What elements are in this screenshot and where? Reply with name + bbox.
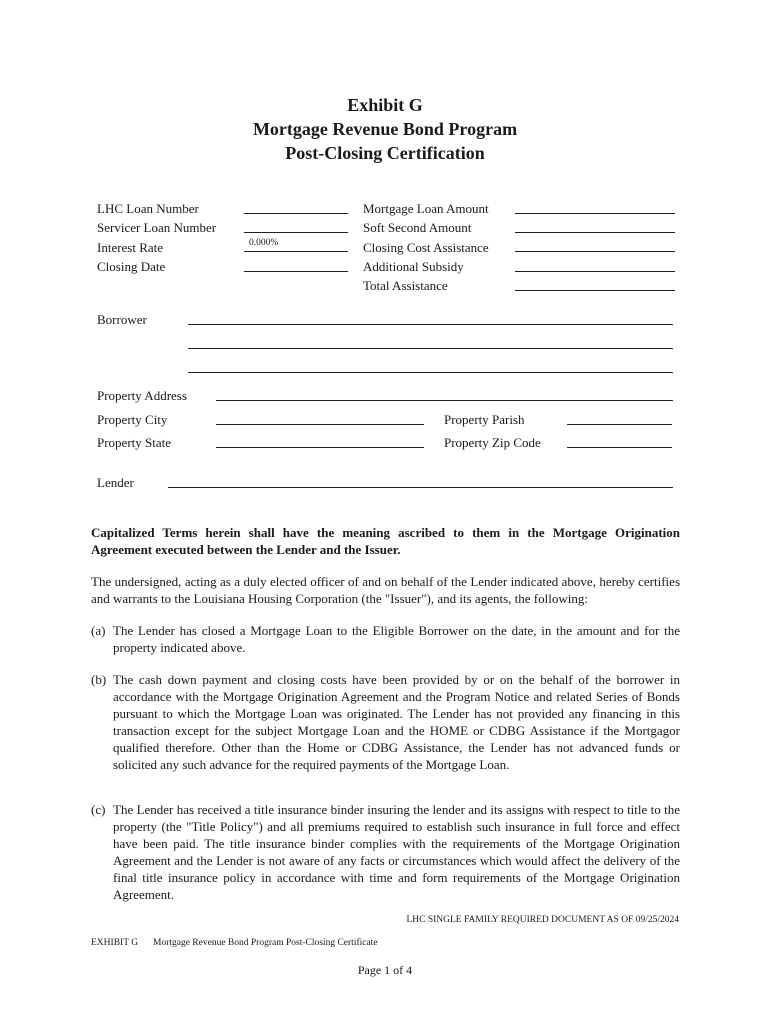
list-item-b: [91, 671, 680, 773]
property-parish-field[interactable]: [567, 424, 672, 425]
list-item-label: (b): [91, 672, 107, 687]
soft-second-amount-label: Soft Second Amount: [363, 220, 472, 235]
required-document-notice: LHC SINGLE FAMILY REQUIRED DOCUMENT AS OF 09/25/2024: [406, 915, 679, 925]
capitalized-terms-paragraph: Capitalized Terms herein shall have the meaning ascribed to them in the Mortgage Origination Agreement executed between the Lender and the Issuer.: [91, 525, 680, 557]
list-item-text: The Lender has closed a Mortgage Loan to the Eligible Borrower on the date, in the amount and for the property indicated above.: [113, 623, 680, 655]
borrower-field-line-2[interactable]: [188, 348, 673, 349]
borrower-field-line-3[interactable]: [188, 372, 673, 373]
page-number: Page 1 of 4: [357, 963, 413, 977]
footer-exhibit: EXHIBIT G: [91, 938, 139, 948]
lhc-loan-number-field[interactable]: [244, 213, 348, 214]
list-item-label: (a): [91, 623, 106, 638]
total-assistance-field[interactable]: [515, 290, 675, 291]
additional-subsidy-label: Additional Subsidy: [363, 259, 464, 274]
property-state-label: Property State: [97, 435, 172, 450]
total-assistance-label: Total Assistance: [363, 278, 448, 293]
lhc-loan-number-label: LHC Loan Number: [97, 201, 199, 216]
property-zip-code-field[interactable]: [567, 447, 672, 448]
interest-rate-label: Interest Rate: [97, 240, 164, 255]
property-city-label: Property City: [97, 412, 168, 427]
closing-date-field[interactable]: [244, 271, 348, 272]
mortgage-loan-amount-label: Mortgage Loan Amount: [363, 201, 489, 216]
list-item-c: [91, 801, 680, 903]
footer-document-title: Mortgage Revenue Bond Program Post-Closing Certificate: [153, 938, 378, 948]
property-state-field[interactable]: [216, 447, 424, 448]
borrower-field-line-1[interactable]: [188, 324, 673, 325]
soft-second-amount-field[interactable]: [515, 232, 675, 233]
interest-rate-field[interactable]: [244, 251, 348, 252]
exhibit-title: Exhibit G: [347, 95, 423, 115]
intro-paragraph: The undersigned, acting as a duly elected officer of and on behalf of the Lender indicated above, hereby certifies and warrants to the Louisiana Housing Corporation (the "Issuer"), and its agents, the following:: [91, 574, 680, 606]
servicer-loan-number-field[interactable]: [244, 232, 348, 233]
closing-cost-assistance-label: Closing Cost Assistance: [363, 240, 489, 255]
closing-cost-assistance-field[interactable]: [515, 251, 675, 252]
additional-subsidy-field[interactable]: [515, 271, 675, 272]
property-zip-code-label: Property Zip Code: [444, 435, 541, 450]
list-item-a: [91, 622, 680, 656]
list-item-text: The cash down payment and closing costs have been provided by or on the behalf of the borrower in accordance with the Mortgage Origination Agreement and the Program Notice and related Series of Bonds pursuant to which the Mortgage Loan was originated. The Lender has not provided any financing in this transaction except for the subject Mortgage Loan and the HOME or CDBG Assistance if the Mortgagor qualified therefore. Other than the Home or CDBG Assistance, the Lender has not advanced funds or solicited any such advance for the required payments of the Mortgage Loan.: [113, 672, 680, 772]
interest-rate-value: 0.000%: [249, 238, 279, 248]
list-item-text: The Lender has received a title insurance binder insuring the lender and its assigns with respect to title to the property (the "Title Policy") and all premiums required to establish such insurance in full force and effect have been paid. The title insurance binder complies with the requirements of the Mortgage Origination Agreement and the Lender is not aware of any facts or circumstances which would affect the delivery of the final title insurance policy in accordance with time and form requirements of the Mortgage Origination Agreement.: [113, 802, 680, 902]
borrower-label: Borrower: [97, 312, 147, 327]
property-address-field[interactable]: [216, 400, 673, 401]
property-city-field[interactable]: [216, 424, 424, 425]
closing-date-label: Closing Date: [97, 259, 166, 274]
lender-label: Lender: [97, 475, 134, 490]
lender-field[interactable]: [168, 487, 673, 488]
property-address-label: Property Address: [97, 388, 187, 403]
mortgage-loan-amount-field[interactable]: [515, 213, 675, 214]
property-parish-label: Property Parish: [444, 412, 525, 427]
certification-title: Post-Closing Certification: [285, 143, 485, 163]
list-item-label: (c): [91, 802, 106, 817]
servicer-loan-number-label: Servicer Loan Number: [97, 220, 217, 235]
program-title: Mortgage Revenue Bond Program: [252, 119, 518, 139]
